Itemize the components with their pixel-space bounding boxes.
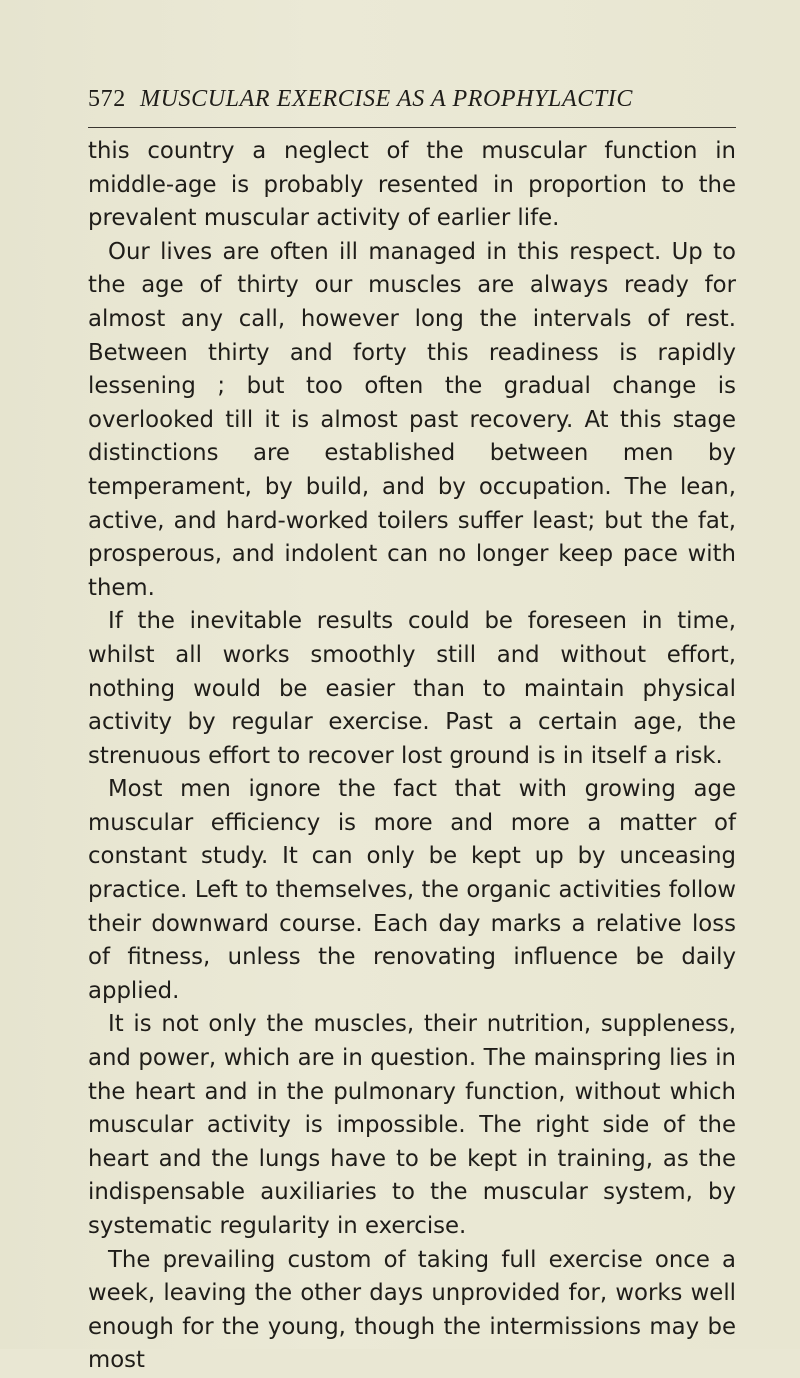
page-number: 572: [88, 86, 126, 112]
paragraph: The prevailing custom of taking full exercise once a week, leaving the other days unprovided for, works well enough for the young, though the intermissions may be most: [88, 1246, 736, 1374]
header-rule: [88, 127, 736, 128]
paragraph: If the inevitable results could be foreseen in time, whilst all works smoothly still and without effort, nothing would be easier than to maintain physical activity by regular exercise. Past a certain age, the strenuous effort to recover lost ground is in itself a risk.: [88, 608, 736, 769]
paragraph: Most men ignore the fact that with growing age muscular efficiency is more and more a matter of constant study. It can only be kept up by unceasing practice. Left to themselves, the organic activities follow their downward course. Each day marks a relative loss of fitness, unless the renovating influence be daily applied.: [88, 776, 736, 1004]
running-title: MUSCULAR EXERCISE AS A PROPHYLACTIC: [140, 86, 634, 112]
paragraph-continued: this country a neglect of the muscular function in middle-age is probably resented in proportion to the prevalent muscular activity of earlier life.: [88, 138, 736, 232]
paragraph: Our lives are often ill managed in this respect. Up to the age of thirty our muscles are always ready for almost any call, however long the intervals of rest. Between thirty and forty this readiness is rapidly lessening ; but too often the gradual change is overlooked till it is almost past recovery. At this stage distinctions are established between men by temperament, by build, and by occupation. The lean, active, and hard-worked toilers suffer least; but the fat, prosperous, and indolent can no longer keep pace with them.: [88, 238, 736, 601]
body-text: [88, 135, 736, 1378]
paragraph: It is not only the muscles, their nutrition, suppleness, and power, which are in question. The mainspring lies in the heart and in the pulmonary function, without which muscular activity is impossible. The right side of the heart and the lungs have to be kept in training, as the indispensable auxiliaries to the muscular system, by systematic regularity in exercise.: [88, 1011, 736, 1239]
running-head: [88, 86, 728, 120]
